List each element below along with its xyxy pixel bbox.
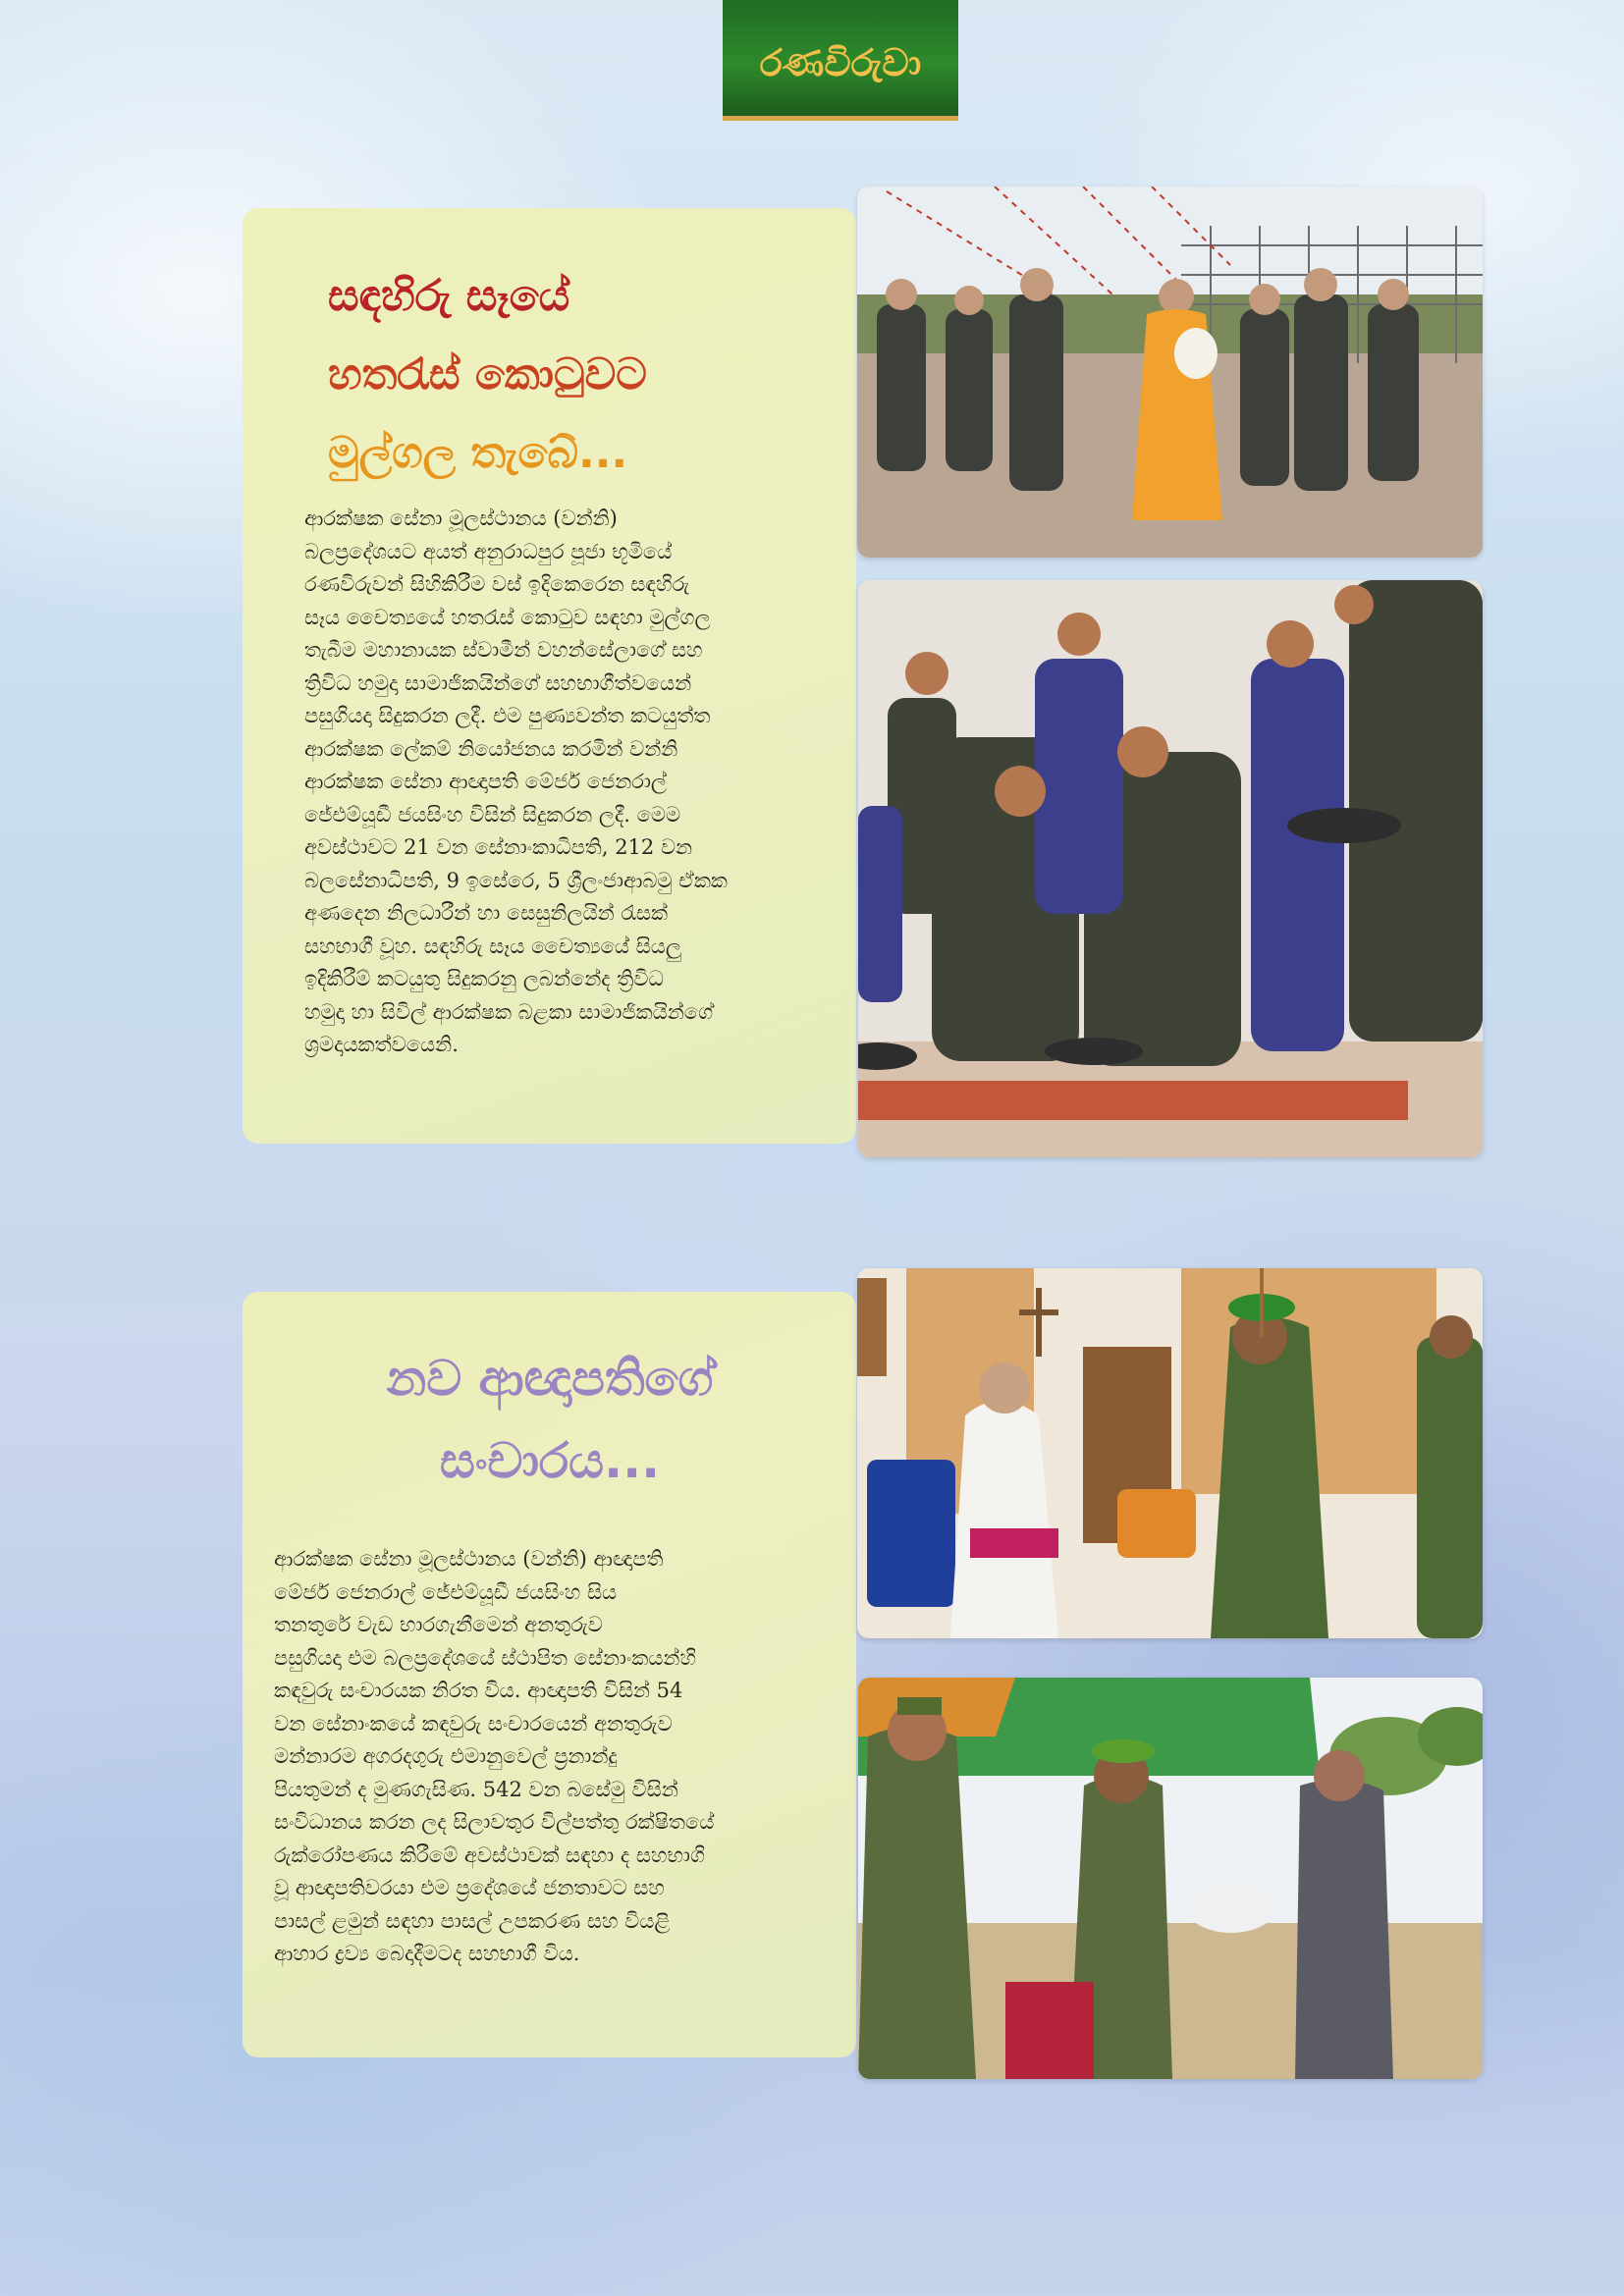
article1-headline-line1: සඳහිරු සෑයේ xyxy=(328,271,570,321)
masthead xyxy=(723,0,958,121)
article2-headline-line1: නව ආඥාපතිගේ xyxy=(386,1350,714,1407)
photo-foundation-laying xyxy=(858,580,1483,1157)
photo-monk-with-officers xyxy=(857,187,1483,558)
article2-body: ආරක්ෂක සේනා මූලස්ථානය (වන්නි) ආඥාපති මේජර් ජෙනරාල් ජේඑම්යූඩී ජයසිංහ සිය තනතුරේ වැඩ භාරගැනීමෙන් අනතුරුව පසුගියදා එම බලප්‍රදේශයේ ස්ථාපිත සේනාංකයන්හි කඳවුරු සංචාරයක නිරත විය. ආඥාපති විසින් 54 වන සේනාංකයේ කඳවුරු සංචාරයෙන් අනතුරුව මන්නාරම අගරදගුරු එමානුවෙල් ප්‍රනාන්දු පියතුමන් ද මුණගැසිණ. 542 වන බසේමු විසින් සංවිධානය කරන ලද සිලාවතුර විල්පත්තු රක්ෂිතයේ රුක්රෝපණය කිරීමේ අවස්ථාවක් සඳහා ද සහභාගි වූ ආඥාපතිවරයා එම ප්‍රදේශයේ ජනතාවට සහ පාසල් ළමුන් සඳහා පාසල් උපකරණ සහ වියළි ආහාර ද්‍රව්‍ය බෙදාදීමටද සහභාගී විය. xyxy=(274,1547,715,1965)
photo-commander-meets-bishop xyxy=(857,1268,1483,1638)
article1-headline-line2: හතරැස් කොටුවට xyxy=(328,349,647,400)
article2-headline xyxy=(295,1337,805,1502)
article1-headline xyxy=(328,257,647,493)
article1-headline-line3: මුල්ගල තැබේ... xyxy=(328,428,628,478)
photo-distributing-supplies xyxy=(858,1678,1483,2079)
article1-body: ආරක්ෂක සේනා මූලස්ථානය (වන්නි) බලප්‍රදේශයට අයත් අනුරාධපුර පූජා භූමියේ රණවිරුවන් සිහිකිරීම වස් ඉදිකෙරෙන සඳහිරු සෑය චෛත්‍යයේ හතරැස් කොටුව සඳහා මුල්ගල තැබීම මහානායක ස්වාමීන් වහන්සේලාගේ සහ ත්‍රිවිධ හමුදා සාමාජිකයින්ගේ සහභාගීත්වයෙන් පසුගියදා සිදුකරන ලදී. එම පුණ්‍යවන්ත කටයුත්ත ආරක්ෂක ලේකම් නියෝජනය කරමින් වන්නි ආරක්ෂක සේනා ආඥාපති මේජර් ජෙනරාල් ජේඑම්යූඩී ජයසිංහ විසින් සිදුකරන ලදී. මෙම අවස්ථාවට 21 වන සේනාංකාධිපති, 212 වන බලසේනාධිපති, 9 ඉසේරෙ, 5 ශ්‍රීලංජාආබමු ඒකක අණදෙන නිලධාරීන් හා සෙසුනිලයින් රැසක් සහභාගී වූහ. සඳහිරු සෑය චෛත්‍යයේ සියලු ඉදිකිරීම් කටයුතු සිදුකරනු ලබන්නේද ත්‍රිවිධ හමුදා හා සිවිල් ආරක්ෂක බළකා සාමාජිකයින්ගේ ශ්‍රමදායකත්වයෙනි. xyxy=(304,507,728,1056)
article2-headline-line2: සංචාරය... xyxy=(439,1432,661,1489)
masthead-title: රණවිරුවා xyxy=(759,40,922,84)
